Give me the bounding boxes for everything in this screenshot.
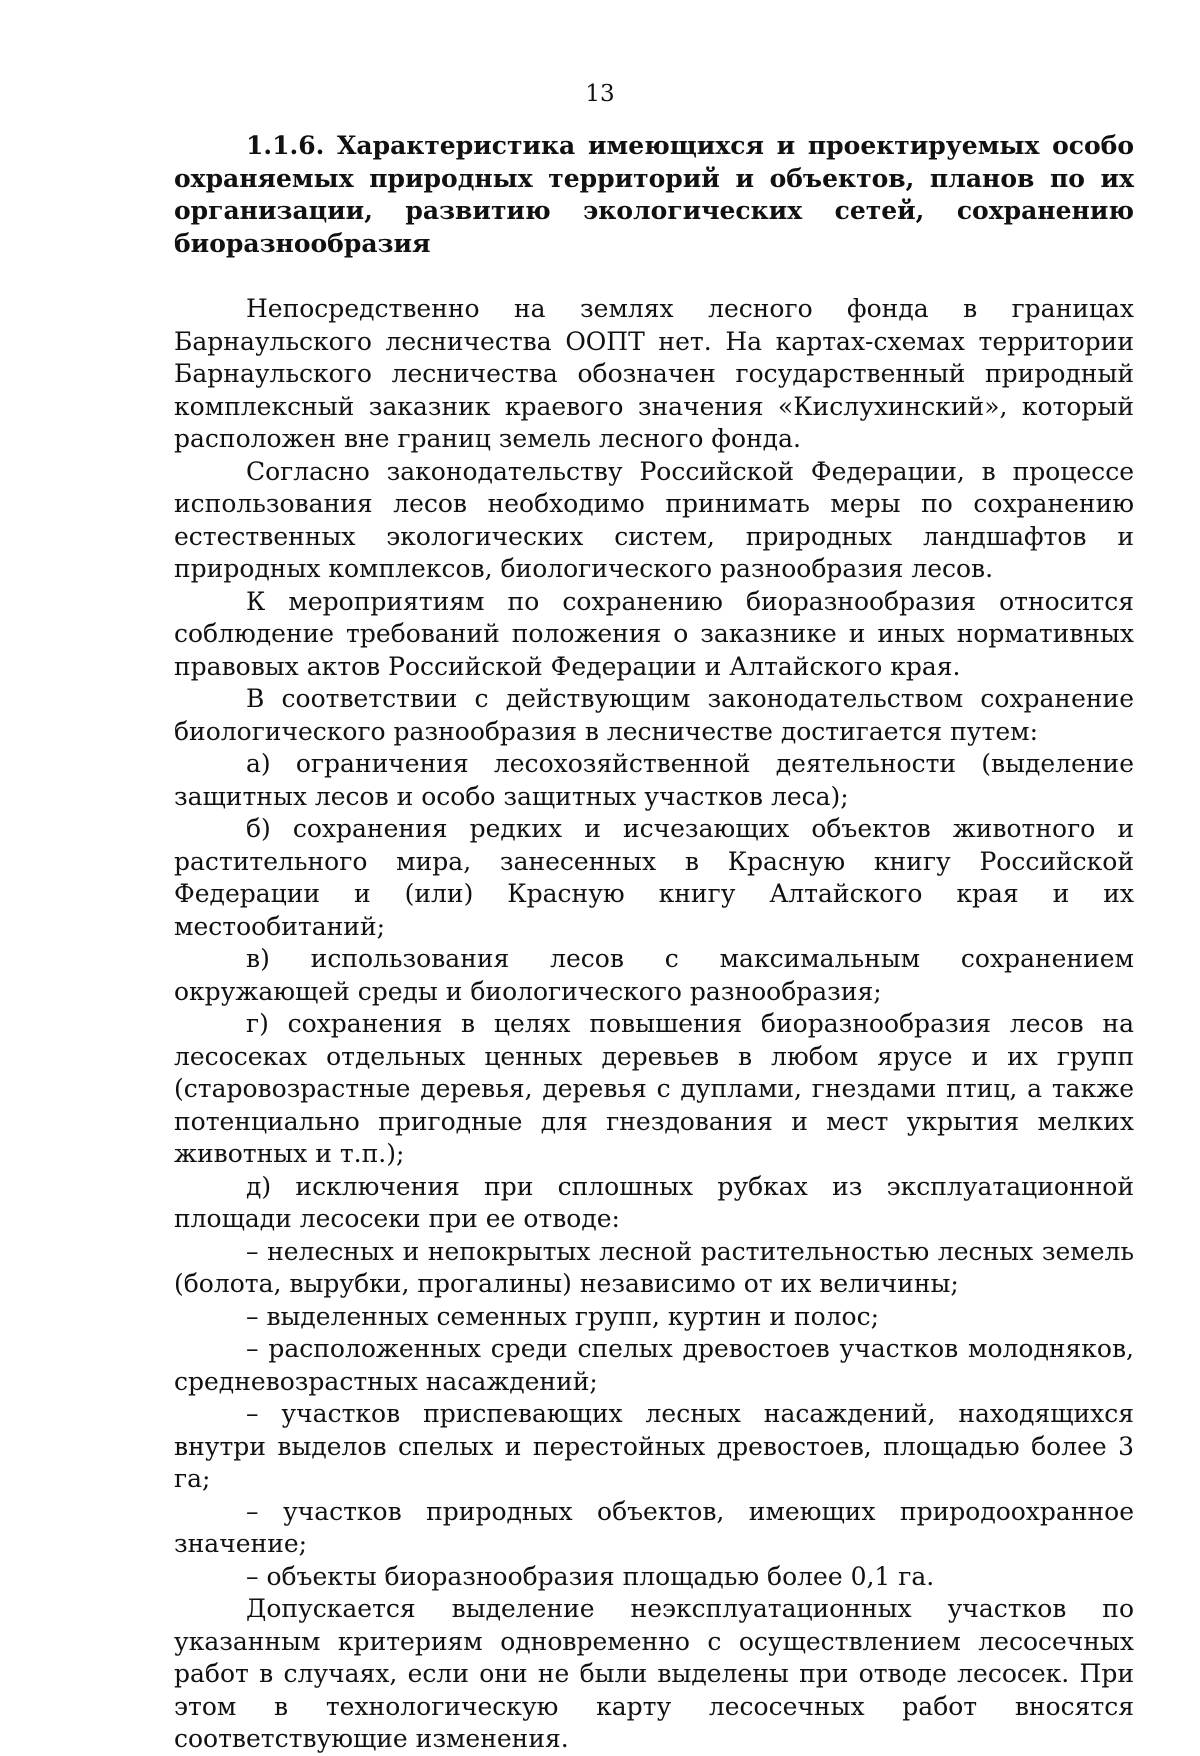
paragraph-methods-intro: В соответствии с действующим законодательством сохранение биологического разнообразия в лесничестве достигается путем:: [174, 684, 1134, 746]
paragraph-legislation: Согласно законодательству Российской Федерации, в процессе использования лесов необходимо принимать меры по сохранению естественных экологических систем, природных ландшафтов и природных комплексов, биологического разнообразия лесов.: [174, 456, 1134, 583]
dash-item-nonforest-lands: – нелесных и непокрытых лесной растительностью лесных земель (болота, вырубки, прогалины) независимо от их величины;: [174, 1236, 1134, 1298]
dash-item-natural-objects: – участков природных объектов, имеющих природоохранное значение;: [174, 1496, 1134, 1558]
paragraph-oopt-absence: Непосредственно на землях лесного фонда в границах Барнаульского лесничества ООПТ нет. На картах-схемах территории Барнаульского лесничества обозначен государственный природный комплексный заказник краевого значения «Кислухинский», который расположен вне границ земель лесного фонда.: [174, 294, 1134, 453]
dash-item-biodiversity-objects: – объекты биоразнообразия площадью более 0,1 га.: [246, 1561, 935, 1591]
list-item-b: б) сохранения редких и исчезающих объектов животного и растительного мира, занесенных в Красную книгу Российской Федерации и (или) Красную книгу Алтайского края и их местообитаний;: [174, 814, 1134, 941]
list-item-v: в) использования лесов с максимальным сохранением окружающей среды и биологического разнообразия;: [174, 944, 1134, 1006]
dash-item-young-stands: – расположенных среди спелых древостоев участков молодняков, средневозрастных насаждений;: [174, 1334, 1134, 1396]
list-item-g: г) сохранения в целях повышения биоразнообразия лесов на лесосеках отдельных ценных деревьев в любом ярусе и их групп (старовозрастные деревья, деревья с дуплами, гнездами птиц, а также потенциально пригодные для гнездования и мест укрытия мелких животных и т.п.);: [174, 1009, 1134, 1168]
dash-item-seed-groups: – выделенных семенных групп, куртин и полос;: [246, 1301, 880, 1331]
list-item-d: д) исключения при сплошных рубках из эксплуатационной площади лесосеки при ее отводе:: [174, 1171, 1134, 1233]
dash-item-maturing-stands: – участков приспевающих лесных насаждений, находящихся внутри выделов спелых и перестойных древостоев, площадью более 3 га;: [174, 1399, 1134, 1493]
paragraph-measures: К мероприятиям по сохранению биоразнообразия относится соблюдение требований положения о заказнике и иных нормативных правовых актов Российской Федерации и Алтайского края.: [174, 586, 1134, 681]
document-content: [174, 130, 1134, 1756]
page-number: 13: [585, 81, 615, 107]
section-heading: 1.1.6. Характеристика имеющихся и проектируемых особо охраняемых природных территорий и объектов, планов по их организации, развитию экологических сетей, сохранению биоразнообразия: [174, 131, 1134, 258]
paragraph-nonoperational-areas: Допускается выделение неэксплуатационных участков по указанным критериям одновременно с осуществлением лесосечных работ в случаях, если они не были выделены при отводе лесосек. При этом в технологическую карту лесосечных работ вносятся соответствующие изменения.: [174, 1594, 1134, 1753]
document-body: [174, 293, 1134, 1756]
list-item-a: а) ограничения лесохозяйственной деятельности (выделение защитных лесов и особо защитных участков леса);: [174, 749, 1134, 811]
